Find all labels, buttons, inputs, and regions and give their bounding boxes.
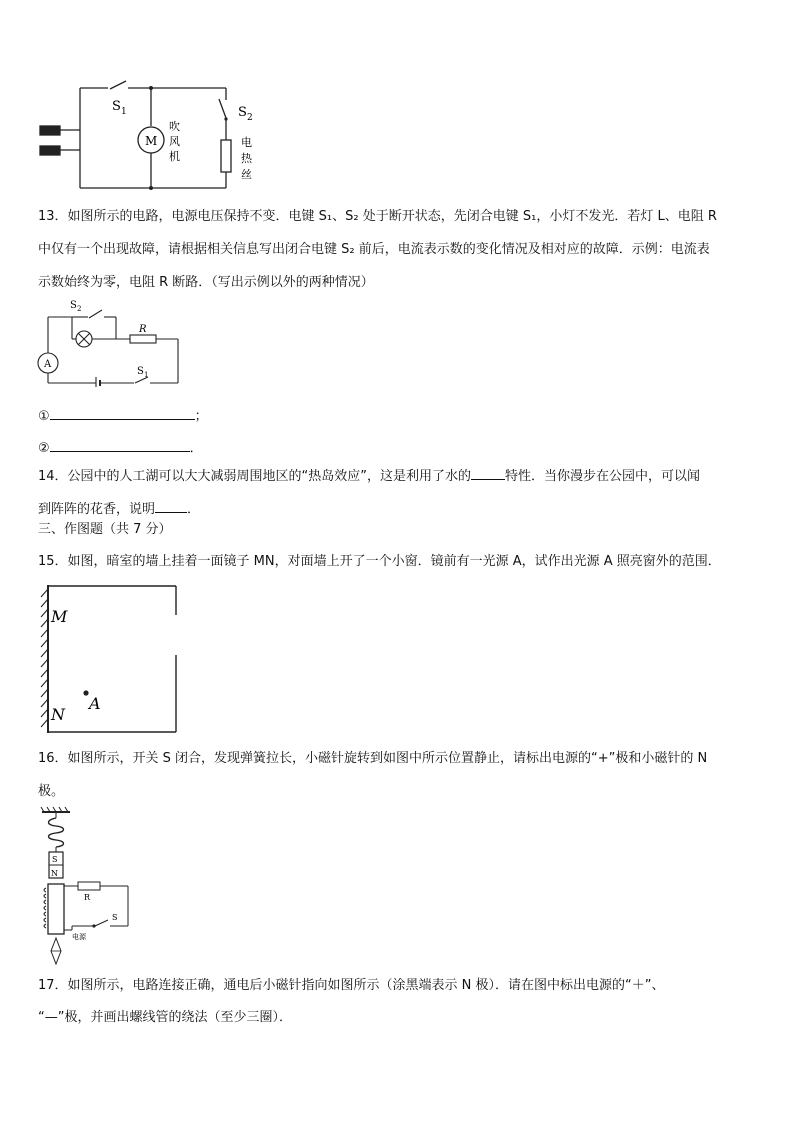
q14-line-1	[38, 460, 760, 493]
q13-line-1: 13．如图所示的电路，电源电压保持不变．电键 S₁、S₂ 处于断开状态，先闭合电键 S₁，小灯不发光．若灯 L、电阻 R	[38, 209, 717, 224]
motor-symbol: M	[145, 134, 158, 148]
q13-r-label: R	[139, 324, 147, 335]
answer-blank-2[interactable]	[50, 437, 190, 452]
s1-label: S	[112, 99, 121, 114]
power-source-label: 电源	[72, 933, 86, 941]
s2-subscript: 2	[247, 113, 253, 123]
q16-line-1: 16．如图所示，开关 S 闭合，发现弹簧拉长，小磁针旋转到如图中所示位置静止，请标出电源的“+”极和小磁针的 N	[38, 751, 708, 766]
q14-blank-2[interactable]	[155, 498, 187, 513]
heater-label-3: 丝	[241, 168, 252, 181]
q13-s2-label: S	[70, 300, 77, 311]
q13-s1-label: S	[137, 366, 144, 377]
q15-label-m: M	[51, 607, 68, 626]
magnet-n-label: N	[51, 869, 58, 878]
q13-answer-2	[38, 437, 203, 459]
answer-blank-1[interactable]	[50, 405, 195, 420]
q16-r-label: R	[84, 893, 91, 902]
s2-label: S	[238, 105, 247, 120]
hairdryer-circuit-figure	[30, 78, 270, 193]
q17-line-2: “—”极，并画出螺线管的绕法（至少三圈）．	[38, 1010, 292, 1025]
q13-ammeter-symbol: A	[44, 359, 52, 370]
q13-answer-1	[38, 405, 208, 427]
q14-line-1-part-b: 特性．当你漫步在公园中，可以闻	[505, 469, 701, 484]
q15-dark-room-figure	[40, 585, 185, 735]
q15-text: 15．如图，暗室的墙上挂着一面镜子 MN，对面墙上开了一个小窗．镜前有一光源 A，试作出光源 A 照亮窗外的范围．	[38, 554, 721, 569]
q15-label-n: N	[51, 705, 65, 724]
q16-switch-label: S	[112, 913, 118, 922]
q13-line-2: 中仅有一个出现故障，请根据相关信息写出闭合电键 S₂ 前后，电流表示数的变化情况及相对应的故障．示例：电流表	[38, 242, 710, 257]
motor-label-3: 机	[169, 150, 180, 163]
q13-circuit-figure	[36, 295, 186, 387]
q14-line-2-part-a: 到阵阵的花香，说明	[38, 502, 156, 517]
answer-2-punct: ．	[189, 441, 203, 456]
q13-s1-subscript: 1	[144, 371, 149, 379]
heater-label-1: 电	[241, 136, 252, 149]
answer-marker-1: ①	[38, 409, 50, 424]
section-title: 三、作图题（共 7 分）	[38, 522, 172, 537]
answer-marker-2: ②	[38, 441, 50, 456]
question-16	[38, 742, 760, 808]
question-17	[38, 970, 760, 1034]
heater-label-2: 热	[241, 152, 252, 165]
question-15	[38, 545, 760, 578]
q16-electromagnet-figure	[36, 806, 136, 966]
answer-1-punct: ；	[194, 409, 208, 424]
question-13	[38, 200, 760, 299]
magnet-s-label: S	[52, 855, 58, 864]
question-14	[38, 460, 760, 526]
q13-s2-subscript: 2	[77, 305, 82, 313]
q17-line-1: 17．如图所示，电路连接正确，通电后小磁针指向如图所示（涂黑端表示 N 极）．请在图中标出电源的“＋”、	[38, 978, 665, 993]
q13-line-3: 示数始终为零，电阻 R 断路．（写出示例以外的两种情况）	[38, 275, 374, 290]
q14-line-1-part-a: 14．公园中的人工湖可以大大减弱周围地区的“热岛效应”，这是利用了水的	[38, 469, 472, 484]
motor-label-1: 吹	[169, 120, 180, 133]
q14-line-2-part-b: ．	[187, 502, 201, 517]
q16-line-2: 极。	[38, 784, 65, 799]
s1-subscript: 1	[121, 107, 127, 117]
motor-label-2: 风	[169, 135, 180, 148]
q15-label-a: A	[89, 694, 101, 713]
q14-blank-1[interactable]	[471, 465, 505, 480]
